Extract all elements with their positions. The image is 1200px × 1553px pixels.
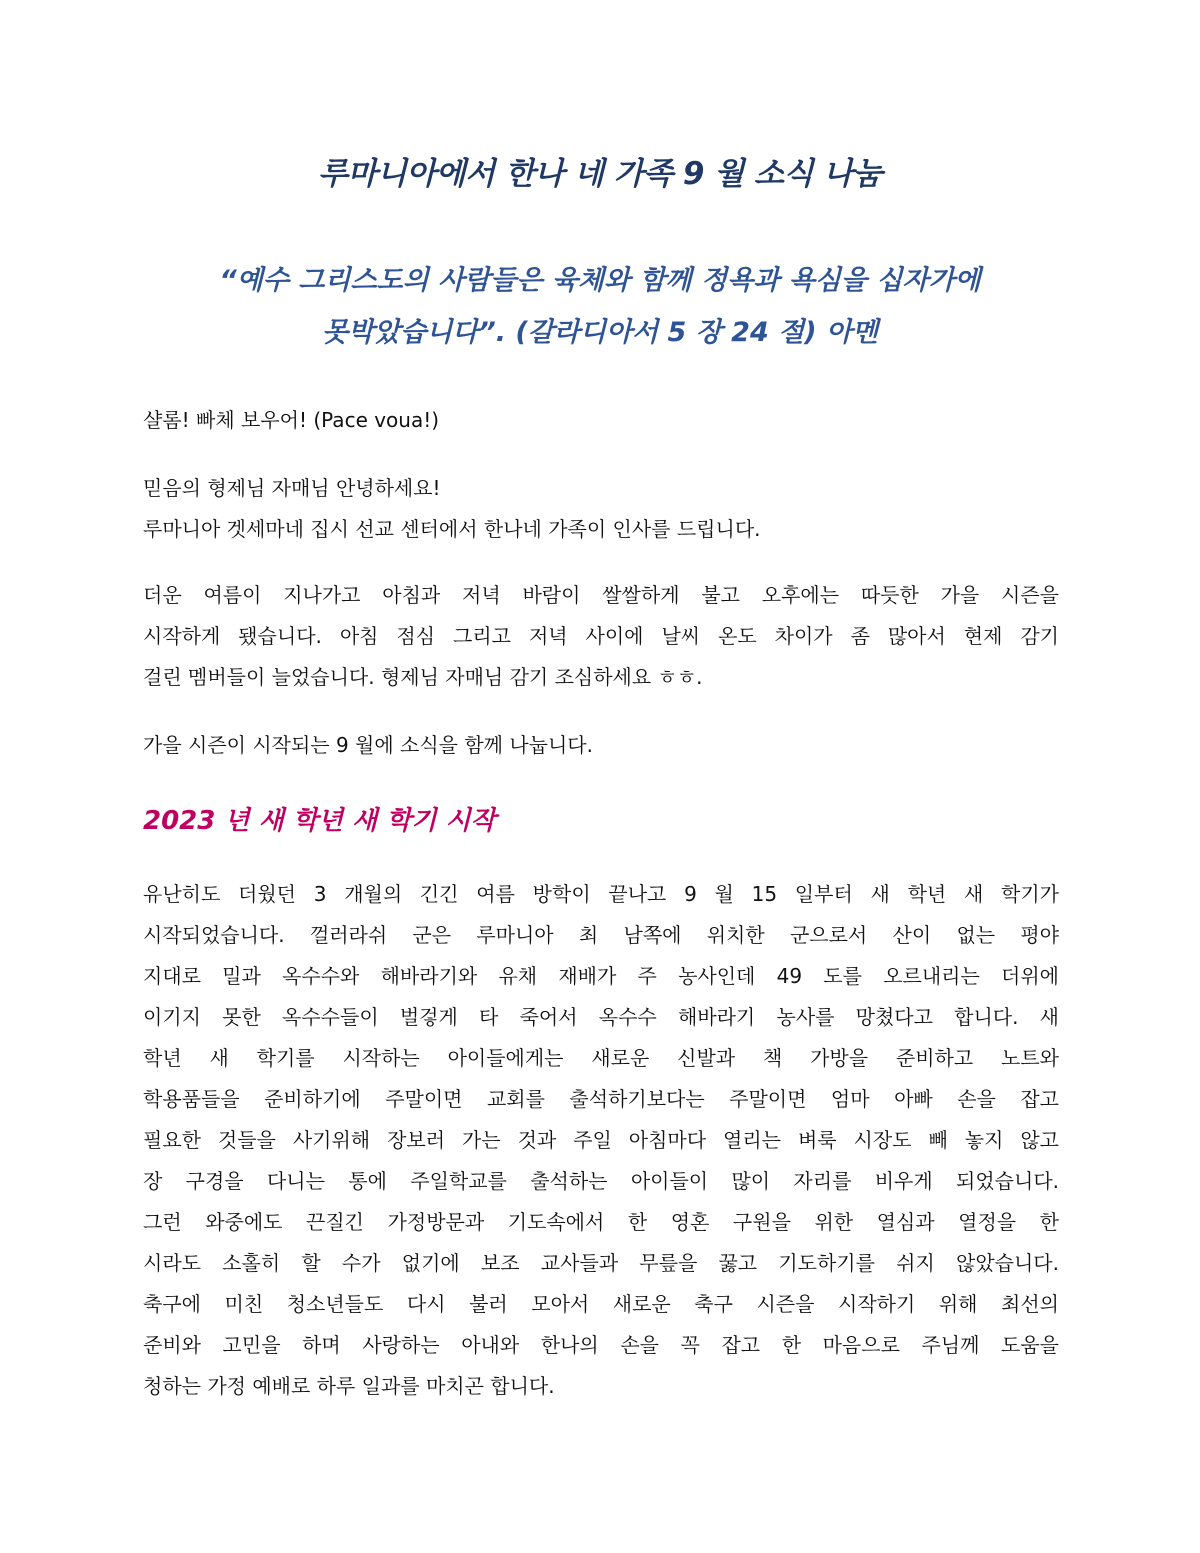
verse-line-1: “예수 그리스도의 사람들은 육체와 함께 정욕과 욕심을 십자가에 (219, 265, 981, 296)
intro-block (143, 468, 1059, 550)
section-line: 학용품들을 준비하기에 주말이면 교회를 출석하기보다는 주말이면 엄마 아빠 손을 잡고 (143, 1087, 1059, 1111)
verse-line-2: 못박았습니다”. (갈라디아서 5 장 24 절) 아멘 (321, 317, 879, 348)
section-line: 시작되었습니다. 껄러라쉬 군은 루마니아 최 남쪽에 위치한 군으로서 산이 없는 평야 (143, 923, 1059, 947)
bible-verse (0, 255, 1200, 359)
section-line: 이기지 못한 옥수수들이 벌겋게 타 죽어서 옥수수 해바라기 농사를 망쳤다고 합니다. 새 (143, 1005, 1059, 1029)
paragraph-1-line-2: 시작하게 됐습니다. 아침 점심 그리고 저녁 사이에 날씨 온도 차이가 좀 많아서 현제 감기 (143, 624, 1059, 648)
paragraph-1-line-3: 걸린 멤버들이 늘었습니다. 형제님 자매님 감기 조심하세요 ㅎㅎ. (143, 665, 703, 689)
greeting-text: 샬롬! 빠체 보우어! (Pace voua!) (143, 408, 440, 432)
intro-line-2: 루마니아 겟세마네 집시 선교 센터에서 한나네 가족이 인사를 드립니다. (143, 517, 761, 541)
page-title: 루마니아에서 한나 네 가족 9 월 소식 나눔 (317, 156, 883, 192)
intro-line-1: 믿음의 형제님 자매님 안녕하세요! (143, 476, 441, 500)
section-line: 지대로 밀과 옥수수와 해바라기와 유채 재배가 주 농사인데 49 도를 오르내리는 더위에 (143, 964, 1059, 988)
greeting-block (143, 400, 1059, 441)
section-heading: 2023 년 새 학년 새 학기 시작 (143, 806, 496, 836)
section-line: 그런 와중에도 끈질긴 가정방문과 기도속에서 한 영혼 구원을 위한 열심과 열정을 한 (143, 1210, 1059, 1234)
paragraph-1-line-1: 더운 여름이 지나가고 아침과 저녁 바람이 쌀쌀하게 불고 오후에는 따듯한 가을 시즌을 (143, 583, 1059, 607)
paragraph-2-text: 가을 시즌이 시작되는 9 월에 소식을 함께 나눕니다. (143, 733, 593, 757)
section-line: 시라도 소홀히 할 수가 없기에 보조 교사들과 무릎을 꿇고 기도하기를 쉬지 않았습니다. (143, 1251, 1059, 1275)
paragraph-2 (143, 725, 1059, 766)
section-line: 준비와 고민을 하며 사랑하는 아내와 한나의 손을 꼭 잡고 한 마음으로 주님께 도움을 (143, 1333, 1059, 1357)
section-line: 축구에 미친 청소년들도 다시 불러 모아서 새로운 축구 시즌을 시작하기 위해 최선의 (143, 1292, 1059, 1316)
section-body (143, 874, 1059, 1407)
section-line: 유난히도 더웠던 3 개월의 긴긴 여름 방학이 끝나고 9 월 15 일부터 새 학년 새 학기가 (143, 882, 1059, 906)
section-line: 장 구경을 다니는 통에 주일학교를 출석하는 아이들이 많이 자리를 비우게 되었습니다. (143, 1169, 1059, 1193)
section-line: 필요한 것들을 사기위해 장보러 가는 것과 주일 아침마다 열리는 벼룩 시장도 빼 놓지 않고 (143, 1128, 1059, 1152)
section-line: 학년 새 학기를 시작하는 아이들에게는 새로운 신발과 책 가방을 준비하고 노트와 (143, 1046, 1059, 1070)
paragraph-1 (143, 575, 1059, 698)
section-line: 청하는 가정 예배로 하루 일과를 마치곤 합니다. (143, 1374, 555, 1398)
